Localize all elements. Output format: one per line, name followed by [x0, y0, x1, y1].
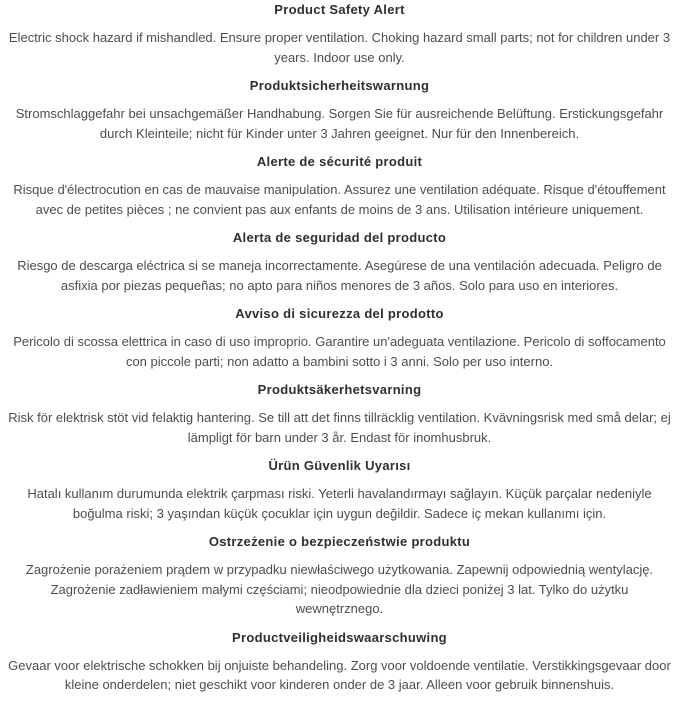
- safety-section-german: [6, 76, 673, 143]
- section-heading-spanish: Alerta de seguridad del producto: [232, 230, 447, 245]
- safety-section-turkish: [6, 456, 673, 523]
- safety-section-english: [6, 0, 673, 67]
- section-heading-english: Product Safety Alert: [274, 2, 405, 17]
- safety-section-french: [6, 152, 673, 219]
- safety-section-italian: [6, 304, 673, 371]
- section-body-german: Stromschlaggefahr bei unsachgemäßer Handhabung. Sorgen Sie für ausreichende Belüftung. Erstickungsgefahr durch Kleinteile; nicht für Kinder unter 3 Jahren geeignet. Nur für den Innenbereich.: [15, 106, 664, 141]
- section-heading-french: Alerte de sécurité produit: [256, 154, 423, 169]
- safety-section-polish: [6, 532, 673, 619]
- section-body-dutch: Gevaar voor elektrische schokken bij onjuiste behandeling. Zorg voor voldoende ventilatie. Verstikkingsgevaar door kleine onderdelen; niet geschikt voor kinderen onder de 3 jaar. Alleen voor gebruik binnenshuis.: [8, 657, 671, 692]
- section-body-polish: Zagrożenie porażeniem prądem w przypadku niewłaściwego użytkowania. Zapewnij odpowiednią wentylację. Zagrożenie zadławieniem małymi częściami; nieodpowiednie dla dzieci poniżej 3 lat. Tylko do użytku wewnętrznego.: [25, 562, 654, 616]
- section-body-turkish: Hatalı kullanım durumunda elektrik çarpması riski. Yeterli havalandırmayı sağlayın. Küçük parçalar nedeniyle boğulma riski; 3 yaşından küçük çocuklar için uygun değildir. Sadece iç mekan kullanımı için.: [27, 486, 652, 521]
- section-heading-german: Produktsicherheitswarnung: [249, 78, 430, 93]
- section-heading-swedish: Produktsäkerhetsvarning: [257, 382, 422, 397]
- section-body-french: Risque d'électrocution en cas de mauvaise manipulation. Assurez une ventilation adéquate. Risque d'étouffement avec de petites pièces ; ne convient pas aux enfants de moins de 3 ans. Utilisation intérieure uniquement.: [13, 182, 666, 217]
- safety-section-swedish: [6, 380, 673, 447]
- safety-section-dutch: [6, 628, 673, 695]
- section-heading-italian: Avviso di sicurezza del prodotto: [235, 306, 444, 321]
- section-body-spanish: Riesgo de descarga eléctrica si se maneja incorrectamente. Asegúrese de una ventilación adecuada. Peligro de asfixia por piezas pequeñas; no apto para niños menores de 3 años. Solo para uso en interiores.: [17, 258, 662, 293]
- section-body-english: Electric shock hazard if mishandled. Ensure proper ventilation. Choking hazard small parts; not for children under 3 years. Indoor use only.: [8, 30, 671, 65]
- section-heading-polish: Ostrzeżenie o bezpieczeństwie produktu: [208, 534, 471, 549]
- section-heading-turkish: Ürün Güvenlik Uyarısı: [268, 458, 411, 473]
- section-body-italian: Pericolo di scossa elettrica in caso di uso improprio. Garantire un'adeguata ventilazione. Pericolo di soffocamento con piccole parti; non adatto a bambini sotto i 3 anni. Solo per uso interno.: [13, 334, 666, 369]
- section-body-swedish: Risk för elektrisk stöt vid felaktig hantering. Se till att det finns tillräcklig ventilation. Kvävningsrisk med små delar; ej lämpligt för barn under 3 år. Endast för inomhusbruk.: [8, 410, 671, 445]
- safety-section-spanish: [6, 228, 673, 295]
- section-heading-dutch: Productveiligheidswaarschuwing: [232, 629, 447, 645]
